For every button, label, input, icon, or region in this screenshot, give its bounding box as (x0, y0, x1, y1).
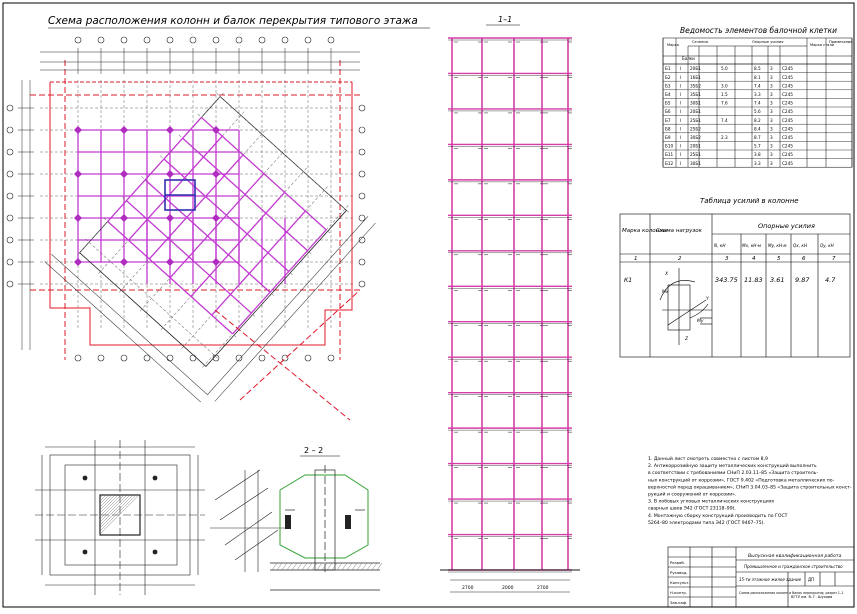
note-line: 4. Монтажную сборку конструкций производить по ГОСТ (648, 513, 788, 519)
schedule-cell: Б11 (665, 152, 674, 158)
schedule-cell: Б4 (665, 92, 671, 97)
schedule-cell: Б10 (665, 143, 674, 149)
schedule-cell: 20Б1 (690, 109, 701, 115)
stamp-role: Н.контр. (670, 590, 687, 595)
schedule-group-label: Балки (682, 56, 695, 61)
force-column-number: 6 (802, 256, 806, 262)
schedule-cell: 8.1 (754, 74, 761, 80)
schedule-cell: 35Б1 (690, 92, 701, 97)
stamp-stage: ДП (808, 577, 815, 582)
schedule-cell: 3 (770, 135, 773, 140)
schedule-cell: 25Б1 (690, 152, 701, 158)
force-column-number: 2 (678, 256, 682, 262)
schedule-header-sections: Сечения (692, 40, 708, 44)
schedule-cell: 5.0 (721, 66, 728, 72)
schedule-cell: 3 (770, 117, 773, 123)
force-column-number: 5 (777, 256, 781, 262)
force-value: 343.75 (715, 276, 738, 284)
force-header: My, кН·м (768, 243, 787, 248)
schedule-cell: I (680, 74, 682, 80)
schedule-cell: 7.4 (754, 100, 761, 106)
schedule-cell: 8.7 (754, 135, 761, 140)
schedule-header-steel: Марка стали (810, 43, 835, 47)
force-column-number: 1 (634, 256, 638, 262)
schedule-cell: 30Б1 (690, 100, 701, 106)
schedule-cell: 25Б1 (690, 117, 701, 123)
note-line: 2. Антикоррозийную защиту металлических конструкций выполнить (648, 464, 817, 470)
load-axis-label: Z (685, 337, 689, 342)
schedule-cell: С245 (782, 143, 793, 149)
schedule-cell: 20Б1 (690, 66, 701, 72)
force-row-mark: К1 (624, 277, 633, 284)
schedule-cell: Б2 (665, 74, 671, 80)
schedule-cell: С245 (782, 152, 793, 158)
note-line: сварных швов Э42 (ГОСТ 23118–99). (648, 506, 736, 512)
schedule-cell: 3 (770, 143, 773, 149)
stamp-role: Зав.каф. (670, 600, 688, 605)
schedule-cell: I (680, 126, 682, 132)
schedule-cell: I (680, 109, 682, 115)
force-col-forces: Опорные усилия (758, 222, 815, 230)
schedule-cell: I (680, 83, 682, 89)
force-column-number: 3 (725, 256, 729, 262)
stamp-organization: ВГТУ им. В. Г. Шухова (791, 595, 833, 599)
stamp-work-type: Выпускная квалификационная работа (748, 554, 842, 559)
note-line: верхностей перед окрашиванием», СНиП 3.04.03–85 «Защита строительных конст- (648, 485, 852, 491)
span-dim-1: 2700 (462, 586, 474, 591)
schedule-cell: 3 (770, 83, 773, 89)
plan-title: Схема расположения колонн и балок перекрытия типового этажа (48, 15, 418, 27)
schedule-header-note: Примечание (829, 40, 853, 44)
beam-schedule-title: Ведомость элементов балочной клетки (680, 26, 838, 35)
schedule-cell: I (680, 100, 682, 106)
force-value: 11.83 (744, 276, 763, 284)
note-line: 5264–80 электродами типа Э42 (ГОСТ 9467–75). (648, 520, 765, 526)
schedule-cell: 3 (770, 160, 773, 166)
note-line: 1. Данный лист смотреть совместно с листом 8,9 (648, 457, 768, 462)
schedule-cell: 3 (770, 92, 773, 97)
span-dim-2: 2000 (502, 586, 514, 591)
schedule-cell: I (680, 117, 682, 123)
force-value: 4.7 (825, 276, 836, 284)
force-header: Qy, кН (820, 243, 834, 248)
schedule-cell: 5.6 (754, 109, 761, 115)
stamp-role: Консульт. (670, 580, 690, 585)
stamp-specialty: Промышленное и гражданское строительство (744, 564, 843, 569)
schedule-cell: 30Б2 (690, 135, 701, 140)
schedule-cell: С245 (782, 83, 793, 89)
schedule-cell: С245 (782, 92, 793, 97)
schedule-cell: 3 (770, 152, 773, 158)
schedule-cell: I (680, 152, 682, 158)
schedule-cell: 35Б2 (690, 83, 701, 89)
schedule-cell: 3.3 (754, 160, 761, 166)
schedule-cell: 3 (770, 66, 773, 72)
stamp-sheet-content: Схема расположения колонн и балок перекрытия, разрез 1–1 (739, 591, 844, 595)
schedule-cell: Б7 (665, 117, 671, 123)
note-line: рукций и сооружений от коррозии». (648, 492, 737, 498)
force-table-title: Таблица усилий в колонне (700, 197, 799, 205)
force-value: 9.87 (795, 276, 810, 284)
schedule-cell: Б3 (665, 83, 671, 89)
schedule-cell: 8.5 (754, 66, 761, 72)
schedule-cell: С245 (782, 126, 793, 132)
schedule-cell: 1.5 (721, 92, 728, 97)
schedule-cell: С245 (782, 74, 793, 80)
schedule-cell: I (680, 143, 682, 149)
schedule-header-mark: Марка (667, 43, 679, 47)
schedule-cell: Б9 (665, 135, 671, 140)
schedule-cell: I (680, 135, 682, 140)
note-line: в соответствии с требованиями СНиП 2.03.11–85 «Защита строитель- (648, 471, 819, 477)
force-col-scheme: Схема нагрузок (656, 228, 702, 234)
stamp-role: Руковод. (670, 570, 688, 575)
force-header: Mx, кН·м (742, 243, 761, 248)
section-1-label: 1–1 (498, 15, 513, 24)
schedule-cell: 2.3 (721, 135, 728, 140)
load-axis-label: My (697, 319, 704, 324)
schedule-cell: 3 (770, 126, 773, 132)
schedule-cell: С245 (782, 135, 793, 140)
force-column-number: 4 (752, 256, 756, 262)
load-axis-label: Mx (662, 290, 669, 295)
schedule-cell: 3.8 (754, 152, 761, 158)
schedule-cell: С245 (782, 160, 793, 166)
schedule-cell: 7.6 (721, 100, 728, 106)
force-header: Qx, кН (793, 243, 808, 248)
schedule-cell: 8.2 (754, 117, 761, 123)
schedule-cell: Б5 (665, 100, 671, 106)
schedule-cell: 3 (770, 109, 773, 115)
schedule-cell: 7.4 (754, 83, 761, 89)
schedule-cell: Б1 (665, 66, 671, 72)
note-line: ных конструкций от коррозии», ГОСТ 9.402 «Подготовка металлических по- (648, 478, 835, 484)
section-2-label: 2 – 2 (304, 446, 324, 455)
schedule-cell: 5.7 (754, 143, 761, 149)
schedule-cell: 25Б2 (690, 126, 701, 132)
schedule-cell: 3.3 (754, 92, 761, 97)
schedule-cell: 30Б1 (690, 160, 701, 166)
stamp-role: Разраб. (670, 560, 685, 565)
stamp-project: 15-ти этажное жилое здание (739, 577, 802, 582)
schedule-cell: Б8 (665, 126, 671, 132)
span-dim-3: 2700 (537, 586, 549, 591)
schedule-cell: 8.4 (754, 126, 761, 132)
schedule-cell: 3.0 (721, 83, 728, 89)
schedule-cell: С245 (782, 109, 793, 115)
schedule-cell: Б12 (665, 160, 674, 166)
schedule-cell: 3 (770, 100, 773, 106)
force-column-number: 7 (832, 256, 836, 262)
schedule-cell: 20Б1 (690, 143, 701, 149)
schedule-cell: С245 (782, 66, 793, 72)
force-col-mark: Марка колонны (622, 228, 668, 234)
schedule-cell: С245 (782, 100, 793, 106)
schedule-cell: I (680, 160, 682, 166)
force-value: 3.61 (770, 276, 785, 284)
schedule-cell: Б6 (665, 109, 671, 115)
force-header: N, кН (714, 243, 726, 248)
note-line: 3. В лобовых угловых металлических конструкциях (648, 499, 775, 505)
load-axis-label: Y (706, 297, 709, 302)
load-axis-label: X (665, 272, 669, 277)
schedule-header-forces: Опорные усилия (752, 40, 784, 44)
schedule-cell: 16Б1 (690, 74, 701, 80)
schedule-cell: 7.4 (721, 117, 728, 123)
schedule-cell: С245 (782, 117, 793, 123)
schedule-cell: 3 (770, 74, 773, 80)
schedule-cell: I (680, 66, 682, 72)
schedule-cell: I (680, 92, 682, 97)
